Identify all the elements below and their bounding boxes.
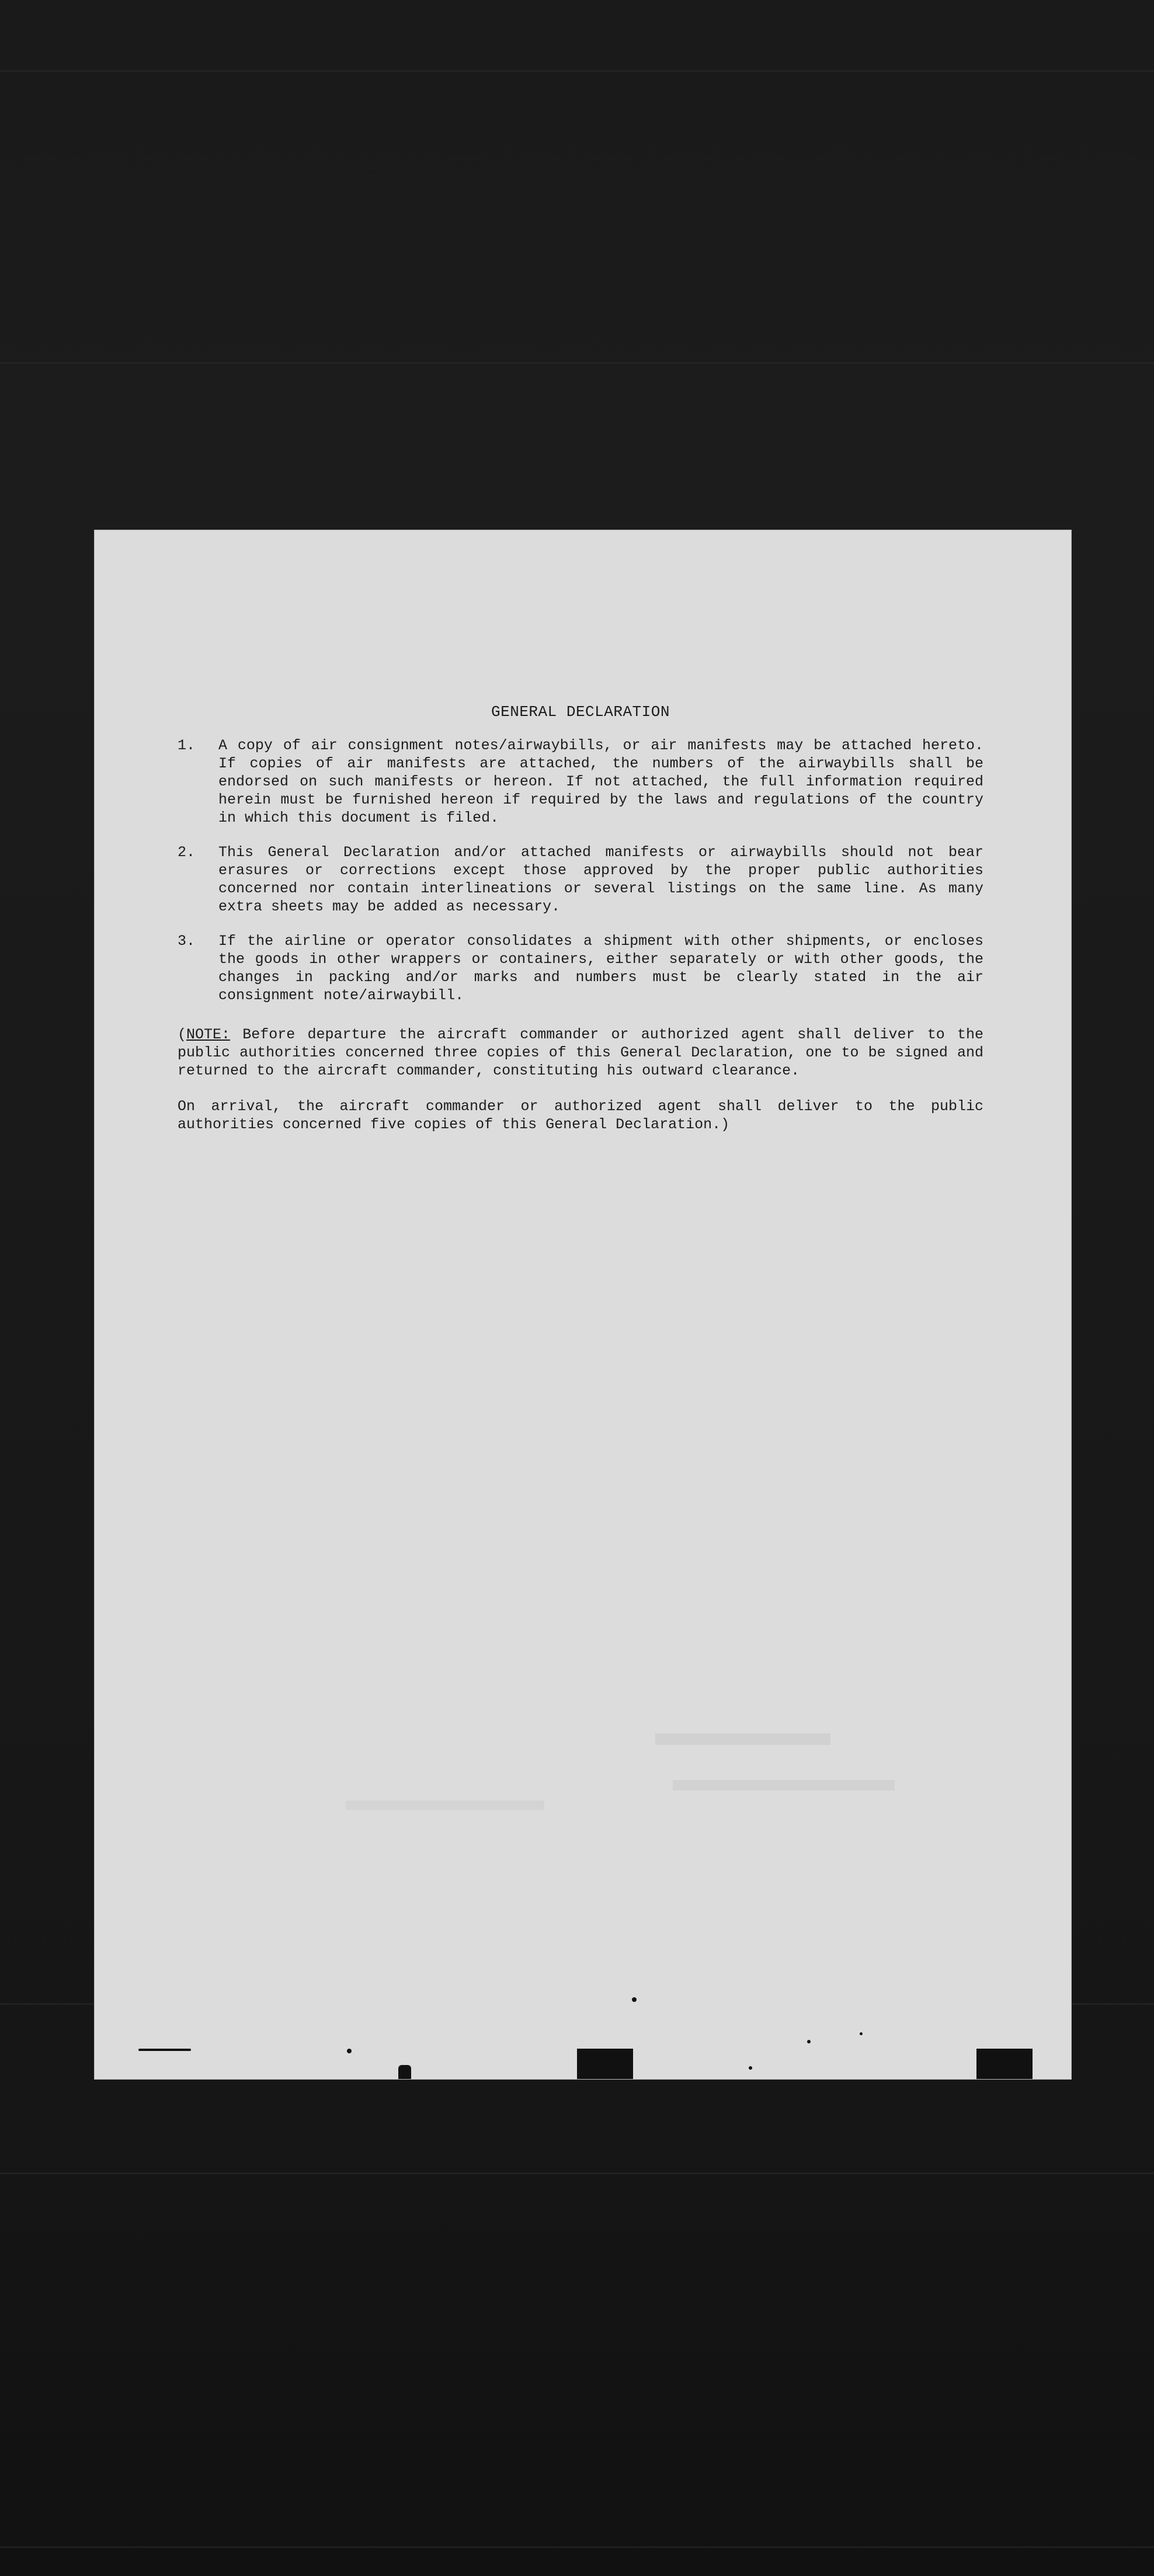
note-text: Before departure the aircraft commander or authorized agent shall deliver to the public authorities concerned three copies of this General Declaration, one to be signed and returned to the aircraft commander, constituting his outward clearance. xyxy=(178,1026,983,1079)
page-edge-tab xyxy=(577,2049,633,2079)
item-number: 1. xyxy=(178,737,196,754)
item-number: 2. xyxy=(178,844,196,861)
scan-artifact-line xyxy=(0,362,1154,364)
page-speck xyxy=(749,2066,752,2070)
page-speck xyxy=(138,2049,191,2051)
note-paragraph xyxy=(178,1025,983,1080)
scan-artifact-line xyxy=(0,2546,1154,2548)
bleed-through-mark xyxy=(655,1733,830,1745)
arrival-paragraph: On arrival, the aircraft commander or authorized agent shall deliver to the public authorities concerned five copies of this General Declaration.) xyxy=(178,1098,983,1133)
page-speck xyxy=(807,2040,811,2043)
page-edge-tab xyxy=(976,2049,1033,2079)
page-speck xyxy=(632,1997,637,2002)
document-page xyxy=(95,530,1071,2079)
item-text: A copy of air consignment notes/airwaybills, or air manifests may be attached hereto. If copies of air manifests are attached, the numbers of the airwaybills shall be endorsed on such manifests or hereon. If not attached, the full information required herein must be furnished hereon if required by the laws and regulations of the country in which this document is filed. xyxy=(218,737,983,826)
page-speck xyxy=(860,2032,863,2035)
instruction-item xyxy=(178,736,983,827)
page-edge-tab xyxy=(398,2065,411,2079)
bleed-through-mark xyxy=(673,1780,895,1791)
instruction-item xyxy=(178,932,983,1004)
document-body xyxy=(178,703,983,1134)
note-open-paren: ( xyxy=(178,1026,187,1043)
document-title: GENERAL DECLARATION xyxy=(491,703,670,721)
scan-artifact-line xyxy=(0,70,1154,72)
bleed-through-mark xyxy=(346,1800,544,1810)
item-text: This General Declaration and/or attached manifests or airwaybills should not bear erasures or corrections except those approved by the proper public authorities concerned nor contain interlineations or several listings on the same line. As many extra sheets may be added as necessary. xyxy=(218,844,983,915)
instruction-item xyxy=(178,843,983,916)
note-label: NOTE: xyxy=(186,1026,231,1043)
item-number: 3. xyxy=(178,933,196,950)
scan-artifact-line xyxy=(0,2172,1154,2174)
page-speck xyxy=(347,2049,352,2053)
item-text: If the airline or operator consolidates a shipment with other shipments, or encloses the goods in other wrappers or containers, either separately or with other goods, the changes in packing and/or marks and numbers must be clearly stated in the air consignment note/airwaybill. xyxy=(218,933,983,1004)
